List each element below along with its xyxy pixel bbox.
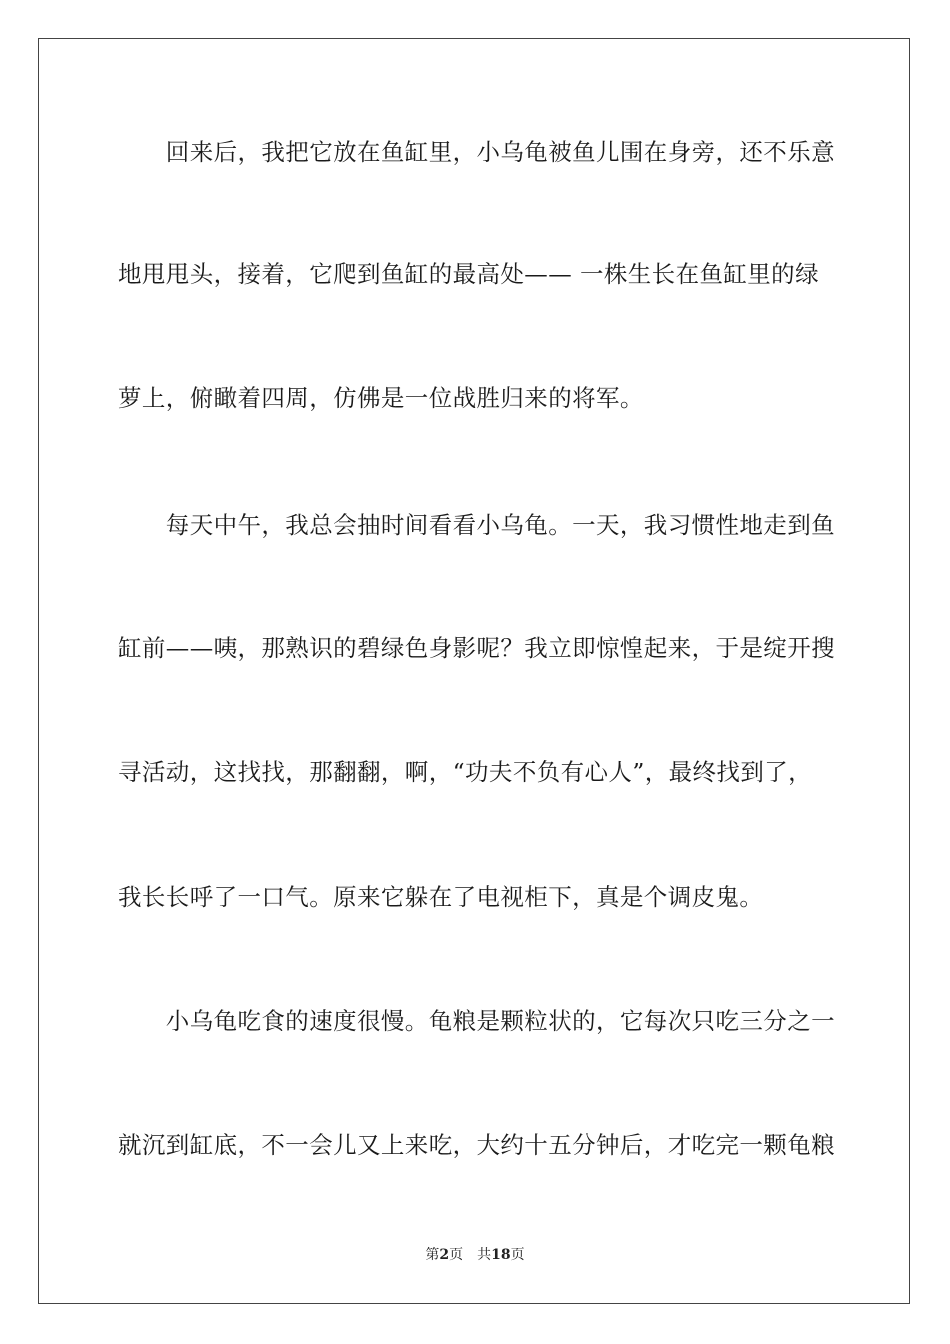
page-number: 2 — [439, 1247, 450, 1263]
total-pages: 18 — [491, 1247, 511, 1263]
total-suffix: 页 — [510, 1247, 525, 1263]
paragraph-3-line-2: 就沉到缸底，不一会儿又上来吃，大约十五分钟后，才吃完一颗龟粮 — [118, 1131, 835, 1159]
page-suffix: 页 — [449, 1247, 464, 1263]
paragraph-1-line-2: 地甩甩头，接着，它爬到鱼缸的最高处—— 一株生长在鱼缸里的绿 — [118, 260, 819, 288]
page-border — [38, 38, 910, 1304]
paragraph-2-line-2: 缸前——咦，那熟识的碧绿色身影呢？我立即惊惶起来，于是绽开搜 — [118, 634, 835, 662]
paragraph-2-line-3: 寻活动，这找找，那翻翻，啊，“功夫不负有心人”，最终找到了， — [118, 758, 813, 786]
page-footer — [0, 1246, 950, 1264]
paragraph-1-line-1: 回来后，我把它放在鱼缸里，小乌龟被鱼儿围在身旁，还不乐意 — [118, 138, 835, 166]
paragraph-2-line-4: 我长长呼了一口气。原来它躲在了电视柜下，真是个调皮鬼。 — [118, 883, 764, 911]
total-prefix: 共 — [477, 1247, 492, 1263]
paragraph-1-line-3: 萝上，俯瞰着四周，仿佛是一位战胜归来的将军。 — [118, 384, 644, 412]
paragraph-3-line-1: 小乌龟吃食的速度很慢。龟粮是颗粒状的，它每次只吃三分之一 — [118, 1007, 835, 1035]
page-prefix: 第 — [425, 1247, 440, 1263]
paragraph-2-line-1: 每天中午，我总会抽时间看看小乌龟。一天，我习惯性地走到鱼 — [118, 511, 835, 539]
